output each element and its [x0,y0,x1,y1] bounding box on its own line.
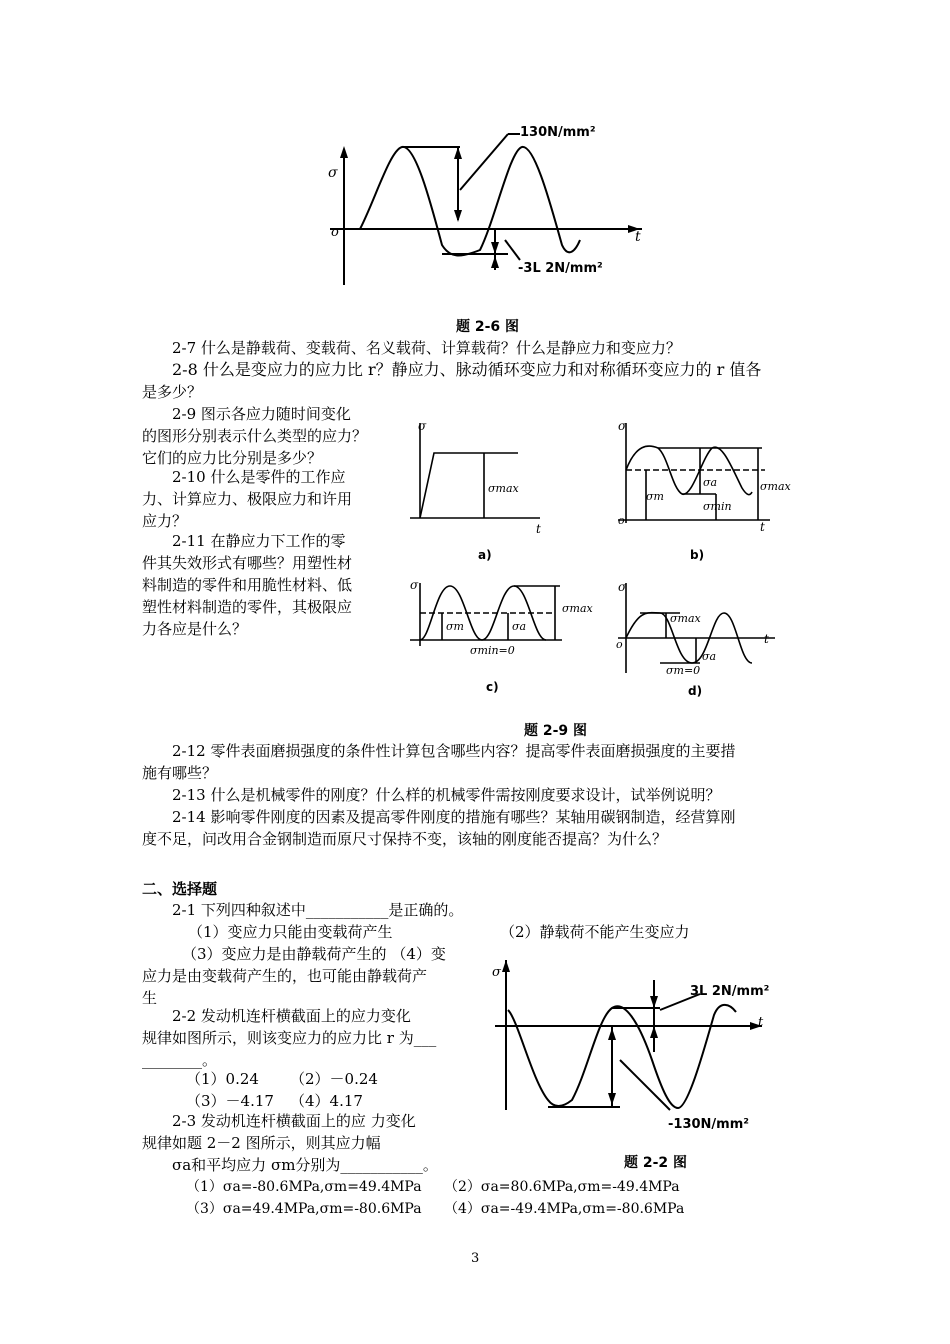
question-2-8-line1: 2-8 什么是变应力的应力比 r？静应力、脉动循环变应力和对称循环变应力的 r 值各 [172,360,762,379]
stress-wave-2-6 [360,147,580,256]
question-2-14-line1: 2-14 影响零件刚度的因素及提高零件刚度的措施有哪些？某轴用碳钢制造，经营算刚 [172,808,736,826]
question-2-7: 2-7 什么是静载荷、变载荷、名义载荷、计算载荷？什么是静应力和变应力？ [172,339,681,357]
choice-2-1: 2-1 下列四种叙述中___________是正确的。 [172,901,464,919]
choice-2-3-line2: 规律如题 2－2 图所示，则其应力幅 [142,1134,381,1152]
choice-2-1-opt2: （2）静载荷不能产生变应力 [500,923,690,941]
choice-2-3-line1: 2-3 发动机连杆横截面上的应 力变化 [172,1112,416,1130]
panel-b-smin: σmin [703,500,732,513]
axis-sigma: σ [328,165,338,181]
panel-d-smax: σmax [670,612,701,625]
panel-b [618,423,770,523]
panel-c-label: c) [486,680,499,694]
panel-d-sm0: σm=0 [666,664,701,677]
panel-d-label: d) [688,684,703,698]
panel-c-sm: σm [446,620,464,633]
choice-2-3-opt1: （1）σa=-80.6MPa,σm=49.4MPa [186,1179,422,1195]
figure-caption-2-6: 题 2-6 图 [456,319,520,335]
question-2-11-line1: 2-11 在静应力下工作的零 [172,532,346,550]
panel-a-label: a) [478,548,492,562]
axis-origin: o [331,225,339,240]
panel-d-sa: σa [702,650,717,663]
panel-b-smax: σmax [760,480,791,493]
stress-wave-2-2 [508,1005,736,1108]
panel-c [410,583,562,646]
choice-2-2-line1: 2-2 发动机连杆横截面上的应力变化 [172,1007,411,1025]
label-130: 130N/mm² [520,125,596,140]
panel-b-o: o [618,514,625,527]
figure-caption-2-2: 题 2-2 图 [624,1155,688,1171]
label-31-2: -3L 2N/mm² [518,261,603,276]
axis-sigma-fig22: σ [492,965,501,980]
question-2-8-line2: 是多少？ [142,383,203,401]
choice-2-3-opt4: （4）σa=-49.4MPa,σm=-80.6MPa [444,1201,685,1217]
question-2-11-line3: 料制造的零件和用脆性材料、低 [142,576,353,594]
panel-a-smax: σmax [488,482,519,495]
panel-d-sigma: σ [618,580,627,594]
page-number: 3 [471,1251,480,1266]
question-2-11-line5: 力各应是什么？ [142,620,248,638]
panel-c-sa: σa [512,620,527,633]
panel-b-t: t [760,520,765,534]
question-2-13: 2-13 什么是机械零件的刚度？什么样的机械零件需按刚度要求设计，试举例说明？ [172,786,721,804]
choice-2-2-opt2: （2）－0.24 [290,1070,378,1088]
choice-2-1-opt4b: 生 [142,989,158,1007]
question-2-10-line3: 应力？ [142,512,188,530]
question-2-10-line1: 2-10 什么是零件的工作应 [172,468,346,486]
panel-c-smax: σmax [562,602,593,615]
choice-2-1-opt1: （1）变应力只能由变载荷产生 [188,923,393,941]
question-2-12-line2: 施有哪些？ [142,764,218,782]
panel-b-sa: σa [703,476,718,489]
choice-2-2-line2: 规律如图所示，则该变应力的应力比 r 为___ [142,1029,437,1047]
choice-2-3-opt2: （2）σa=80.6MPa,σm=-49.4MPa [444,1179,680,1195]
panel-d-t: t [764,632,769,646]
question-2-11-line2: 件其失效形式有哪些？用塑性材 [142,554,353,572]
choice-2-1-opt3: （3）变应力是由静载荷产生的 （4）变 [182,945,446,963]
label-31-2-fig22: 3L 2N/mm² [690,984,770,999]
choice-2-3-opt3: （3）σa=49.4MPa,σm=-80.6MPa [186,1201,422,1217]
question-2-14-line2: 度不足，问改用合金钢制造而原尺寸保持不变，该轴的刚度能否提高？为什么？ [142,830,668,848]
panel-d-o: o [616,638,623,651]
panel-a [410,423,540,518]
axis-t: t [635,229,641,245]
question-2-10-line2: 力、计算应力、极限应力和许用 [142,490,353,508]
panel-c-sigma: σ [410,578,419,592]
figure-caption-2-9: 题 2-9 图 [524,723,588,739]
question-2-11-line4: 塑性材料制造的零件，其极限应 [142,598,353,616]
axis-t-fig22: t [758,1015,764,1030]
question-2-9-line2: 的图形分别表示什么类型的应力？ [142,427,368,445]
panel-c-smin0: σmin=0 [470,644,515,657]
question-2-9-line1: 2-9 图示各应力随时间变化 [172,405,351,423]
section-title: 二、选择题 [142,880,218,898]
choice-2-2-line3: ________。 [142,1051,218,1069]
choice-2-2-opt1: （1）0.24 [186,1070,259,1088]
choice-2-3-line3: σa和平均应力 σm分别为___________。 [172,1156,438,1174]
panel-b-label: b) [690,548,705,562]
choice-2-2-opt4: （4）4.17 [290,1092,363,1110]
choice-2-1-opt4a: 应力是由变载荷产生的，也可能由静载荷产 [142,967,428,985]
question-2-12-line1: 2-12 零件表面磨损强度的条件性计算包含哪些内容？提高零件表面磨损强度的主要措 [172,742,736,760]
panel-b-sm: σm [646,490,664,503]
panel-b-sigma: σ [618,419,627,433]
label-130-fig22: -130N/mm² [668,1117,749,1132]
panel-a-sigma: σ [418,419,427,433]
question-2-9-line3: 它们的应力比分别是多少？ [142,449,323,467]
panel-a-t: t [536,522,541,536]
choice-2-2-opt3: （3）－4.17 [186,1092,274,1110]
figure-2-9 [400,408,795,700]
